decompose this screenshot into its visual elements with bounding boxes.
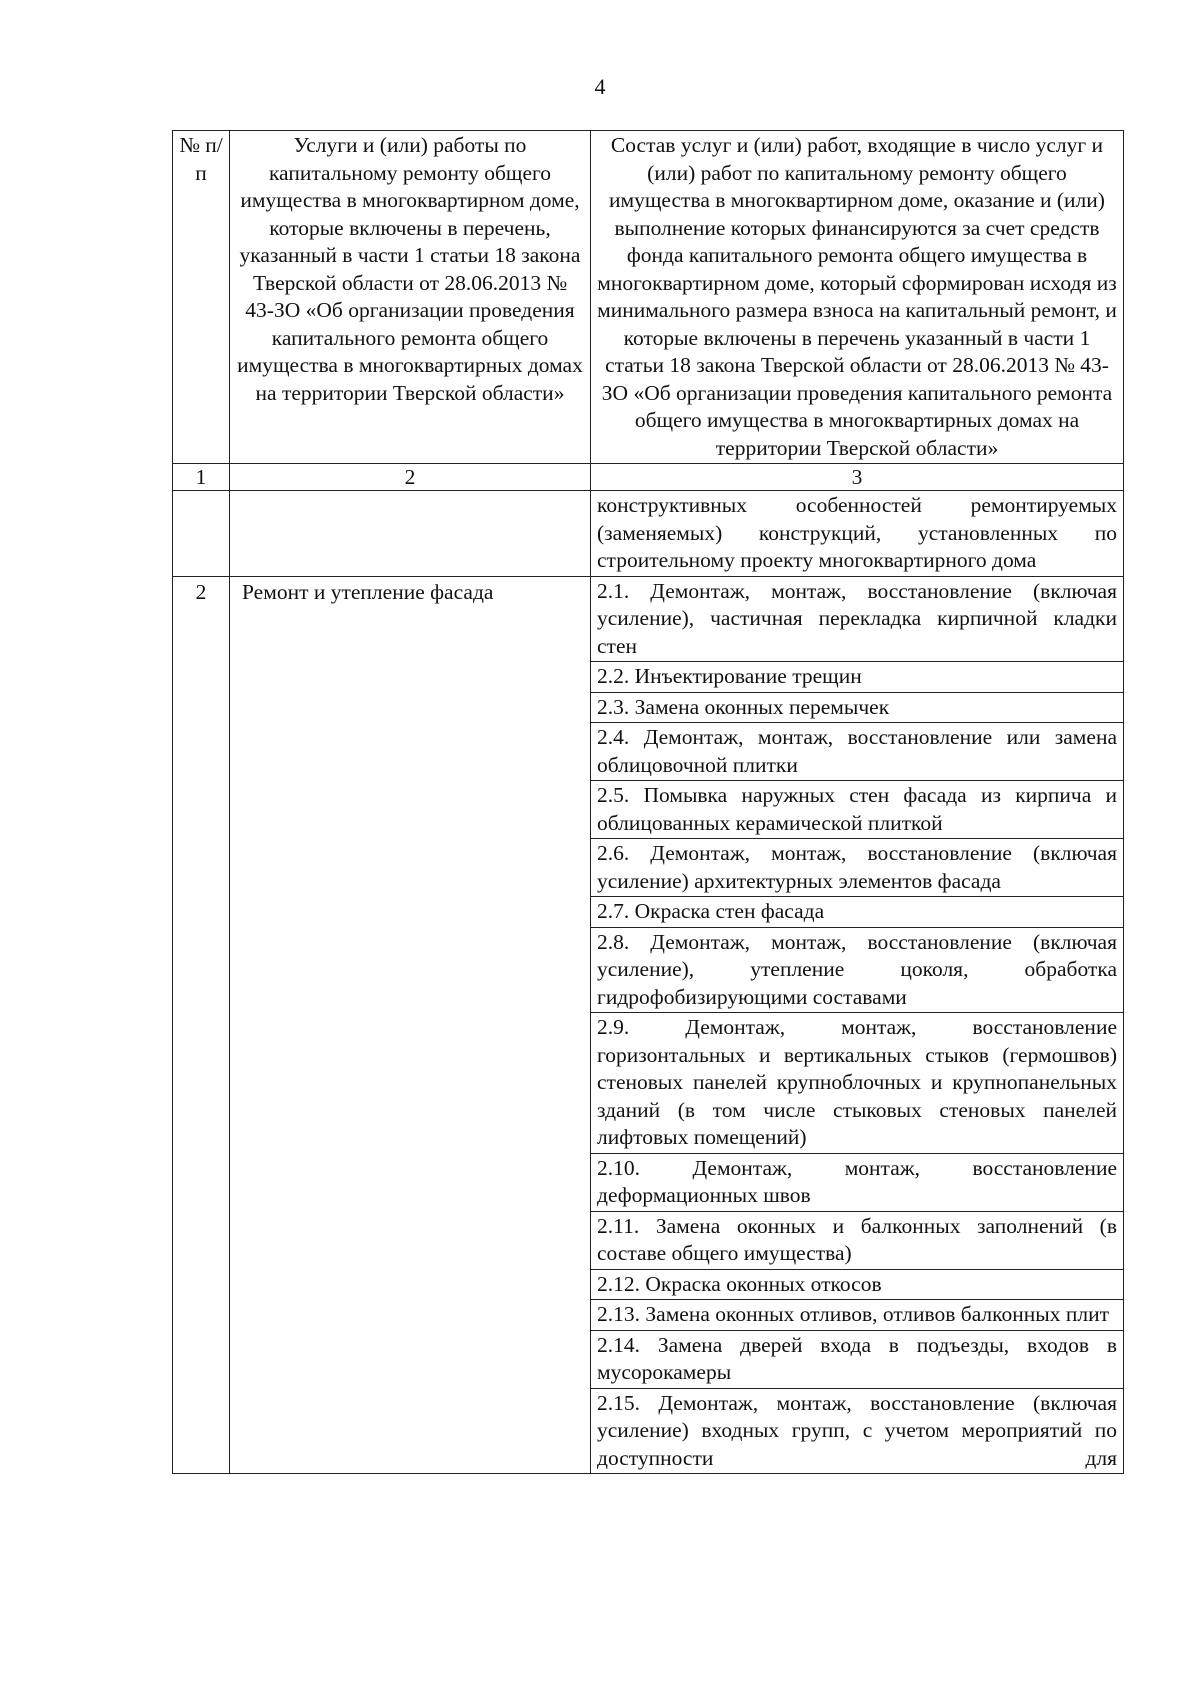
header-number-column: № п/п <box>173 131 230 464</box>
list-item: 2.6. Демонтаж, монтаж, восстановление (включая усиление) архитектурных элементов фасада <box>591 839 1124 897</box>
page-number: 4 <box>594 74 606 99</box>
section-number: 2 <box>173 576 230 1474</box>
continuation-row <box>173 491 1124 577</box>
list-item: 2.5. Помывка наружных стен фасада из кирпича и облицованных керамической плиткой <box>591 781 1124 839</box>
list-item: 2.8. Демонтаж, монтаж, восстановление (включая усиление), утепление цоколя, обработка гидрофобизирующими составами <box>591 927 1124 1013</box>
list-item: 2.1. Демонтаж, монтаж, восстановление (включая усиление), частичная перекладка кирпичной кладки стен <box>591 576 1124 662</box>
header-services-column: Услуги и (или) работы по капитальному ремонту общего имущества в многоквартирном доме, которые включены в перечень, указанный в части 1 статьи 18 закона Тверской области от 28.06.2013 № 43-ЗО «Об организации проведения капитального ремонта общего имущества в многоквартирных домах на территории Тверской области» <box>230 131 591 464</box>
list-item: 2.13. Замена оконных отливов, отливов балконных плит <box>591 1300 1124 1331</box>
header-composition-column: Состав услуг и (или) работ, входящие в число услуг и (или) работ по капитальному ремонту общего имущества в многоквартирном доме, оказание и (или) выполнение которых финансируются за счет средств фонда капитального ремонта общего имущества в многоквартирном доме, который сформирован исходя из минимального размера взноса на капитальный ремонт, и которые включены в перечень указанный в части 1 статьи 18 закона Тверской области от 28.06.2013 № 43-ЗО «Об организации проведения капитального ремонта общего имущества в многоквартирных домах на территории Тверской области» <box>591 131 1124 464</box>
list-item: 2.3. Замена оконных перемычек <box>591 692 1124 723</box>
table-header-row <box>173 131 1124 464</box>
list-item: 2.12. Окраска оконных откосов <box>591 1269 1124 1300</box>
list-item: 2.10. Демонтаж, монтаж, восстановление деформационных швов <box>591 1153 1124 1211</box>
continuation-empty-2 <box>230 491 591 577</box>
list-item: 2.14. Замена дверей входа в подъезды, входов в мусорокамеры <box>591 1330 1124 1388</box>
column-number-1: 1 <box>173 464 230 491</box>
section-title: Ремонт и утепление фасада <box>230 576 591 1474</box>
continuation-empty-1 <box>173 491 230 577</box>
list-item: 2.4. Демонтаж, монтаж, восстановление или замена облицовочной плитки <box>591 723 1124 781</box>
list-item: 2.7. Окраска стен фасада <box>591 897 1124 928</box>
column-number-3: 3 <box>591 464 1124 491</box>
list-item: 2.15. Демонтаж, монтаж, восстановление (включая усиление) входных групп, с учетом мероприятий по доступности для <box>591 1388 1124 1474</box>
list-item: 2.2. Инъектирование трещин <box>591 662 1124 693</box>
list-item: 2.9. Демонтаж, монтаж, восстановление горизонтальных и вертикальных стыков (гермошвов) стеновых панелей крупноблочных и крупнопанельных зданий (в том числе стыковых стеновых панелей лифтовых помещений) <box>591 1013 1124 1154</box>
continuation-text: конструктивных особенностей ремонтируемых (заменяемых) конструкций, установленных по строительному проекту многоквартирного дома <box>591 491 1124 577</box>
works-table <box>172 130 1124 1474</box>
column-numbers-row <box>173 464 1124 491</box>
list-item: 2.11. Замена оконных и балконных заполнений (в составе общего имущества) <box>591 1211 1124 1269</box>
column-number-2: 2 <box>230 464 591 491</box>
table-row <box>173 576 1124 662</box>
